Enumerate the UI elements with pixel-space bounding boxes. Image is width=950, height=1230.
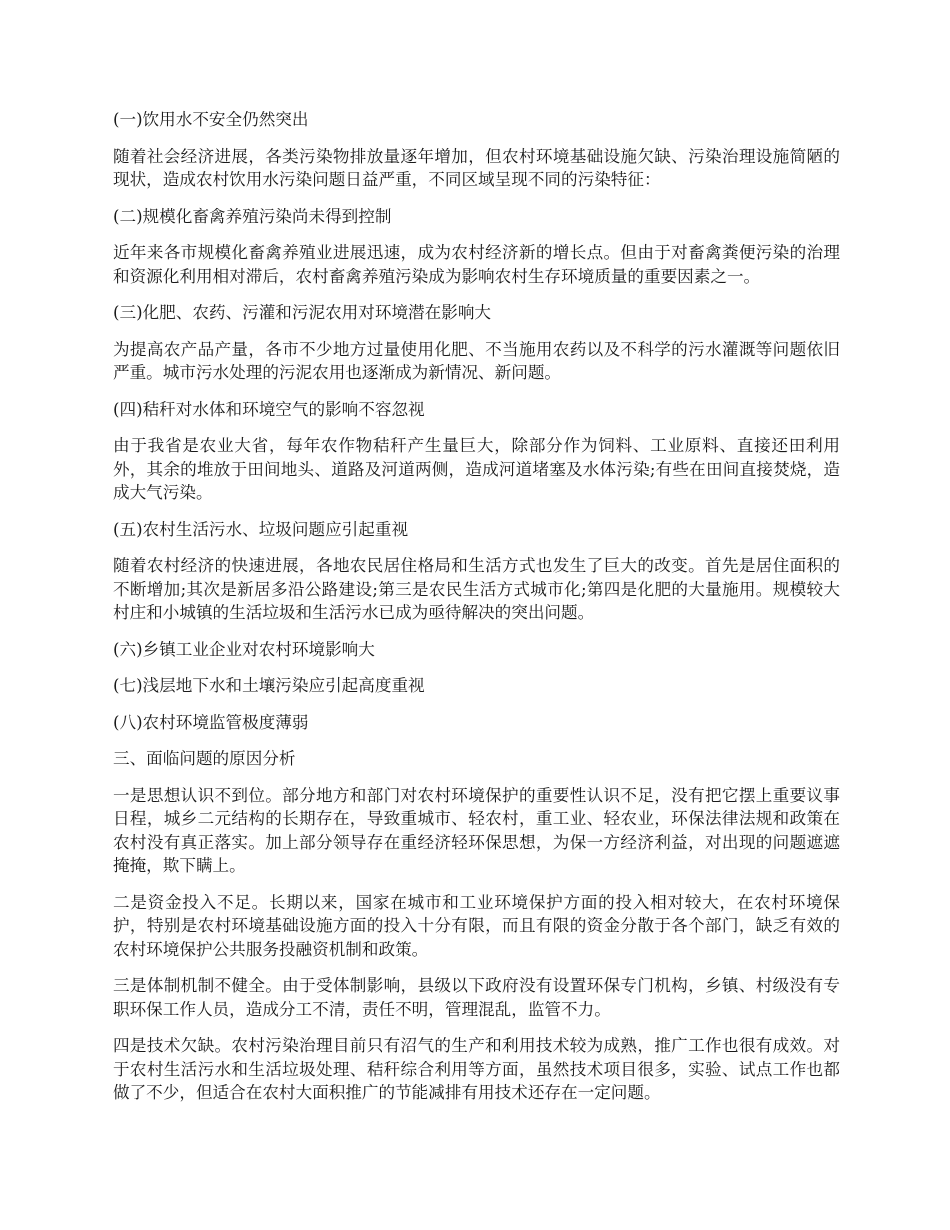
paragraph-cause-1: 一是思想认识不到位。部分地方和部门对农村环境保护的重要性认识不足，没有把它摆上重要议事日程，城乡二元结构的长期存在，导致重城市、轻农村，重工业、轻农业，环保法律法规和政策在农村没有真正落实。加上部分领导存在重经济轻环保思想，为保一方经济利益，对出现的问题遮遮掩掩，欺下瞒上。 — [113, 785, 840, 875]
paragraph-3: 为提高农产品产量，各市不少地方过量使用化肥、不当施用农药以及不科学的污水灌溉等问题依旧严重。城市污水处理的污泥农用也逐渐成为新情况、新问题。 — [113, 339, 840, 382]
chapter-heading-3: 三、面临问题的原因分析 — [113, 749, 296, 768]
section-heading-2: (二)规模化畜禽养殖污染尚未得到控制 — [113, 206, 392, 226]
paragraph-1: 随着社会经济进展，各类污染物排放量逐年增加，但农村环境基础设施欠缺、污染治理设施简陋的现状，造成农村饮用水污染问题日益严重，不同区域呈现不同的污染特征： — [113, 146, 840, 189]
paragraph-cause-4: 四是技术欠缺。农村污染治理目前只有沼气的生产和利用技术较为成熟，推广工作也很有成效。对于农村生活污水和生活垃圾处理、秸秆综合利用等方面，虽然技术项目很多，实验、试点工作也都做了不少，但适合在农村大面积推广的节能减排有用技术还存在一定问题。 — [113, 1036, 840, 1102]
paragraph-2: 近年来各市规模化畜禽养殖业进展迅速，成为农村经济新的增长点。但由于对畜禽粪便污染的治理和资源化利用相对滞后，农村畜禽养殖污染成为影响农村生存环境质量的重要因素之一。 — [113, 243, 840, 286]
paragraph-4: 由于我省是农业大省，每年农作物秸秆产生量巨大，除部分作为饲料、工业原料、直接还田利用外，其余的堆放于田间地头、道路及河道两侧，造成河道堵塞及水体污染;有些在田间直接焚烧，造成大气污染。 — [113, 436, 840, 502]
section-heading-8: (八)农村环境监管极度薄弱 — [113, 712, 309, 732]
document-body — [113, 108, 840, 1118]
section-heading-7: (七)浅层地下水和土壤污染应引起高度重视 — [113, 676, 425, 695]
section-heading-5: (五)农村生活污水、垃圾问题应引起重视 — [113, 519, 409, 539]
paragraph-cause-2: 二是资金投入不足。长期以来，国家在城市和工业环境保护方面的投入相对较大，在农村环境保护，特别是农村环境基础设施方面的投入十分有限，而且有限的资金分散于各个部门，缺乏有效的农村环境保护公共服务投融资机制和政策。 — [113, 892, 840, 959]
paragraph-5: 随着农村经济的快速进展，各地农民居住格局和生活方式也发生了巨大的改变。首先是居住面积的不断增加;其次是新居多沿公路建设;第三是农民生活方式城市化;第四是化肥的大量施用。规模较大村庄和小城镇的生活垃圾和生活污水已成为亟待解决的突出问题。 — [113, 556, 840, 622]
section-heading-1: (一)饮用水不安全仍然突出 — [113, 110, 309, 129]
paragraph-cause-3: 三是体制机制不健全。由于受体制影响，县级以下政府没有设置环保专门机构，乡镇、村级没有专职环保工作人员，造成分工不清，责任不明，管理混乱，监管不力。 — [113, 976, 840, 1019]
section-heading-6: (六)乡镇工业企业对农村环境影响大 — [113, 639, 375, 659]
section-heading-4: (四)秸秆对水体和环境空气的影响不容忽视 — [113, 399, 425, 419]
section-heading-3: (三)化肥、农药、污灌和污泥农用对环境潜在影响大 — [113, 303, 492, 322]
